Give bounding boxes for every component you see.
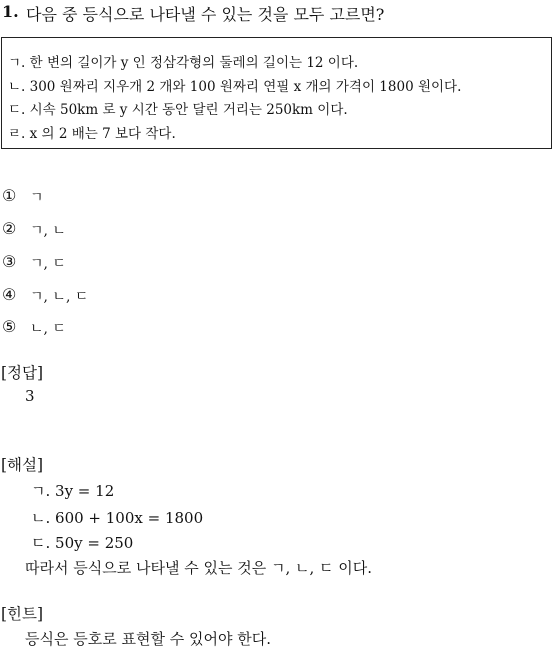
explanation-line-1: ㄱ. 3y = 12 (31, 482, 115, 500)
answer-heading: [정답] (1, 364, 44, 382)
question-number: 1. (2, 2, 19, 21)
choice-1-text: ㄱ (30, 190, 44, 206)
choice-5-mark: ⑤ (2, 317, 17, 336)
question-text: 다음 중 등식으로 나타낼 수 있는 것을 모두 고르면? (26, 5, 385, 24)
choice-4-mark: ④ (2, 285, 17, 304)
answer-value: 3 (25, 387, 35, 405)
statement-2: ㄴ. 300 원짜리 지우개 2 개와 100 원짜리 연필 x 개의 가격이 1800 원이다. (8, 79, 462, 95)
explanation-line-2: ㄴ. 600 + 100x = 1800 (31, 509, 204, 527)
hint-heading: [힌트] (1, 605, 44, 623)
choice-1-mark: ① (2, 186, 17, 205)
statement-3: ㄷ. 시속 50km 로 y 시간 동안 달린 거리는 250km 이다. (8, 102, 348, 118)
explanation-heading: [해설] (1, 456, 44, 474)
choice-5-text: ㄴ, ㄷ (30, 321, 66, 337)
hint-text: 등식은 등호로 표현할 수 있어야 한다. (25, 630, 271, 648)
statement-4: ㄹ. x 의 2 배는 7 보다 작다. (8, 126, 176, 142)
choice-2-text: ㄱ, ㄴ (30, 223, 66, 239)
choice-3-mark: ③ (2, 252, 17, 271)
explanation-line-3: ㄷ. 50y = 250 (31, 534, 134, 552)
choice-4-text: ㄱ, ㄴ, ㄷ (30, 289, 89, 305)
choice-3-text: ㄱ, ㄷ (30, 256, 66, 272)
statement-1: ㄱ. 한 변의 길이가 y 인 정삼각형의 둘레의 길이는 12 이다. (8, 55, 359, 71)
explanation-conclusion: 따라서 등식으로 나타낼 수 있는 것은 ㄱ, ㄴ, ㄷ 이다. (25, 559, 373, 577)
choice-2-mark: ② (2, 219, 17, 238)
